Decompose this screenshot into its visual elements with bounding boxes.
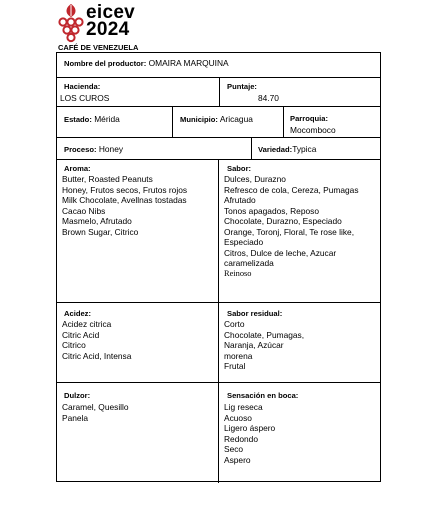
sabor-item: Chocolate, Durazno, Especiado [224,216,342,226]
boca-item: Acuoso [224,412,252,423]
logo-word-year: 2024 [86,19,130,40]
residual-item: Chocolate, Pumagas, [224,329,305,340]
sabor-item: Especiado [224,237,264,247]
hacienda-label: Hacienda: [64,82,101,91]
aroma-item: Butter, Roasted Peanuts [62,174,153,184]
sabor-item: Orange, Toronj, Floral, Te rose like, [224,226,355,237]
cupping-form [56,52,381,482]
dulzor-item: Panela [62,412,89,423]
col-divider [172,106,173,138]
acidez-item: Citric Acid, Intensa [62,350,132,361]
col-divider [219,77,220,107]
eicev-logo [58,2,178,52]
logo-subtitle: CAFÉ DE VENEZUELA [58,43,139,52]
logo-word-eicev: eicev [86,2,136,23]
aroma-item: Cacao Nibs [62,205,106,216]
sabor-item: Citros, Dulce de leche, Azucar [224,247,337,258]
producer-label: Nombre del productor: [64,59,147,68]
sabor-item: Afrutado [224,195,256,205]
residual-list [224,319,304,372]
boca-item: Lig reseca [224,402,263,412]
residual-item: Naranja, Azúcar [224,340,284,350]
municipio-field [180,114,253,126]
municipio-value: Aricagua [219,114,253,124]
hacienda-value: LOS CUROS [60,93,110,103]
sabor-label: Sabor: [227,164,252,173]
producer-field [64,58,229,70]
coffee-branch-icon [58,2,84,44]
residual-item: Corto [224,319,245,329]
boca-label: Sensación en boca: [227,391,299,400]
boca-item: Ligero áspero [224,423,276,433]
aroma-list [62,174,187,237]
proceso-field [64,144,123,156]
col-divider [283,106,284,138]
municipio-label: Municipio: [180,115,218,124]
sabor-item: caramelizada [224,258,274,268]
acidez-list [62,319,131,361]
variedad-label: Variedad: [258,145,293,154]
sabor-list [224,174,359,279]
estado-field [64,114,120,126]
sabor-item: Tonos apagados, Reposo [224,205,319,216]
boca-list [224,402,275,465]
col-divider [218,159,219,483]
row-divider [57,137,380,138]
sabor-item: Dulces, Durazno [224,174,286,184]
aroma-item: Brown Sugar, Citrico [62,226,139,237]
estado-label: Estado: [64,115,92,124]
acidez-label: Acidez: [64,309,92,318]
parroquia-value: Mocomboco [290,125,336,135]
sabor-extra: Reinoso [224,268,252,278]
residual-label: Sabor residual: [227,309,283,318]
estado-value: Mérida [94,114,120,124]
parroquia-label: Parroquia: [290,114,328,123]
aroma-label: Aroma: [64,164,91,173]
acidez-item: Acidez citrica [62,319,112,329]
acidez-item: Citrico [62,340,86,350]
producer-value: OMAIRA MARQUINA [148,58,229,68]
proceso-label: Proceso: [64,145,97,154]
aroma-item: Honey, Frutos secos, Frutos rojos [62,184,188,195]
dulzor-list [62,402,129,423]
puntaje-label: Puntaje: [227,82,257,91]
aroma-item: Masmelo, Afrutado [62,216,132,226]
aroma-item: Milk Chocolate, Avellnas tostadas [62,195,187,205]
puntaje-value: 84.70 [258,93,279,103]
variedad-field [258,144,316,156]
sabor-item: Refresco de cola, Cereza, Pumagas [224,184,359,195]
variedad-value: Typica [292,144,317,154]
proceso-value: Honey [98,144,124,154]
dulzor-label: Dulzor: [64,391,91,400]
residual-item: Frutal [224,361,246,371]
col-divider [251,137,252,160]
acidez-item: Citric Acid [62,329,100,340]
boca-item: Seco [224,444,244,454]
residual-item: morena [224,350,253,361]
boca-item: Redondo [224,433,258,444]
dulzor-item: Caramel, Quesillo [62,402,129,412]
boca-item: Aspero [224,454,251,465]
